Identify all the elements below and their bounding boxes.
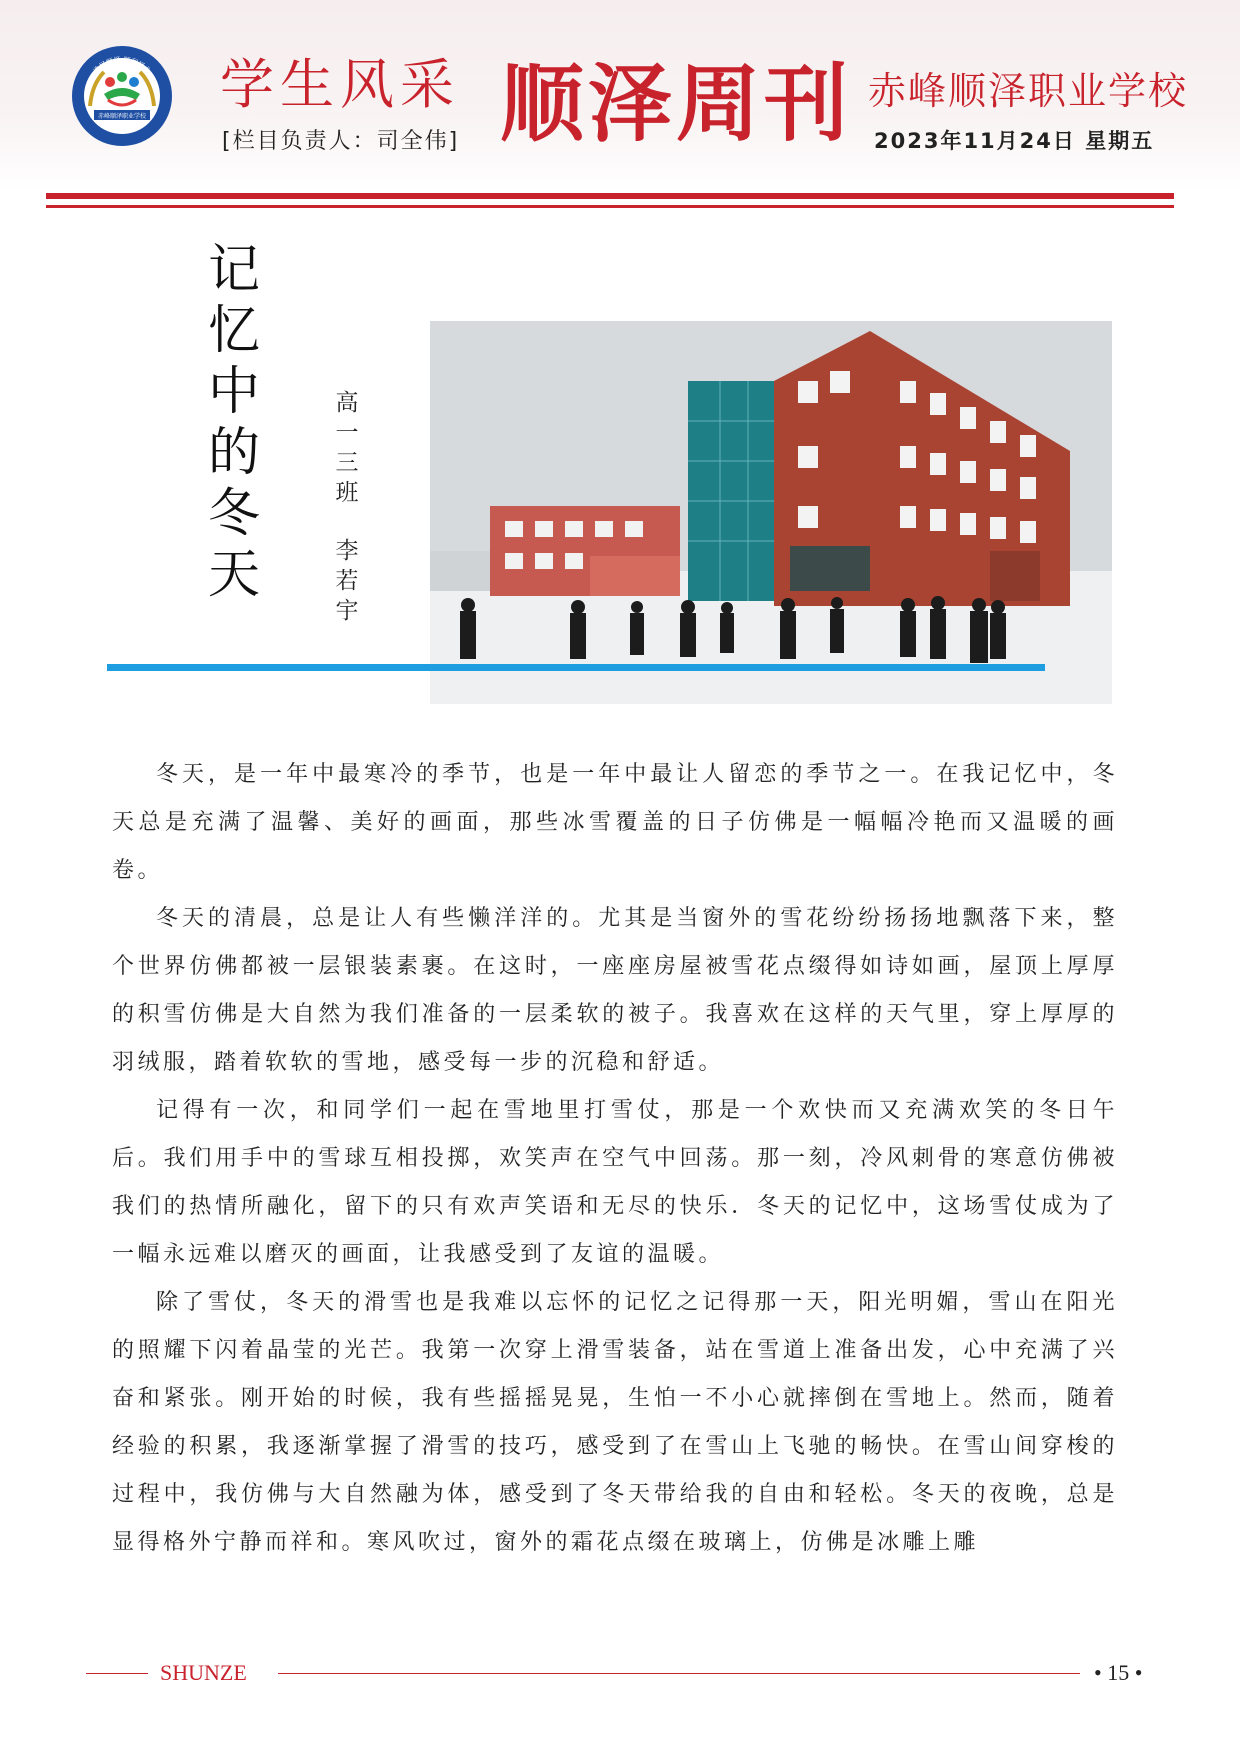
paragraph: 冬天的清晨，总是让人有些懒洋洋的。尤其是当窗外的雪花纷纷扬扬地飘落下来，整个世界仿佛都被一层银装素裹。在这时，一座座房屋被雪花点缀得如诗如画，屋顶上厚厚的积雪仿佛是大自然为我们准备的一层柔软的被子。我喜欢在这样的天气里，穿上厚厚的羽绒服，踏着软软的雪地，感受每一步的沉稳和舒适。 bbox=[112, 906, 1118, 1075]
header-rule-thin bbox=[46, 205, 1174, 208]
magazine-title: 顺泽周刊 bbox=[500, 55, 853, 153]
footer-rule-left bbox=[86, 1673, 148, 1674]
byline-author: 李若宇 bbox=[335, 538, 359, 624]
paragraph: 除了雪仗，冬天的滑雪也是我难以忘怀的记忆之记得那一天，阳光明媚，雪山在阳光的照耀下闪着晶莹的光芒。我第一次穿上滑雪装备，站在雪道上准备出发，心中充满了兴奋和紧张。刚开始的时候，我有些摇摇晃晃，生怕一不小心就摔倒在雪地上。然而，随着经验的积累，我逐渐掌握了滑雪的技巧，感受到了在雪山上飞驰的畅快。在雪山间穿梭的过程中，我仿佛与大自然融为体，感受到了冬天带给我的自由和轻松。冬天的夜晚，总是显得格外宁静而祥和。寒风吹过，窗外的霜花点缀在玻璃上，仿佛是冰雕上雕 bbox=[112, 1290, 1118, 1555]
title-accent-line bbox=[107, 664, 1045, 671]
snowy-campus-photo bbox=[430, 321, 1112, 704]
footer-rule-right bbox=[278, 1673, 1080, 1674]
article-body bbox=[112, 751, 1118, 1567]
school-name: 赤峰顺泽职业学校 bbox=[868, 69, 1189, 113]
paragraph: 冬天，是一年中最寒冷的季节，也是一年中最让人留恋的季节之一。在我记忆中，冬天总是充满了温馨、美好的画面，那些冰雪覆盖的日子仿佛是一幅幅冷艳而又温暖的画卷。 bbox=[112, 762, 1118, 883]
issue-date: 2023年11月24日 星期五 bbox=[874, 129, 1155, 153]
byline-class: 高一三班 bbox=[335, 390, 359, 506]
article-title: 记忆中的冬天 bbox=[207, 240, 260, 605]
column-editor: [栏目负责人：司全伟] bbox=[222, 129, 460, 154]
school-logo bbox=[70, 44, 174, 148]
header-rule-thick bbox=[46, 193, 1174, 199]
column-title: 学生风采 bbox=[220, 53, 460, 116]
footer-brand: SHUNZE bbox=[160, 1660, 247, 1685]
logo-arc-text: 选择顺泽 顺利择业 bbox=[92, 55, 152, 76]
page-number: • 15 • bbox=[1094, 1660, 1143, 1685]
paragraph: 记得有一次，和同学们一起在雪地里打雪仗，那是一个欢快而又充满欢笑的冬日午后。我们用手中的雪球互相投掷，欢笑声在空气中回荡。那一刻，冷风刺骨的寒意仿佛被我们的热情所融化，留下的只有欢声笑语和无尽的快乐．冬天的记忆中，这场雪仗成为了一幅永远难以磨灭的画面，让我感受到了友谊的温暖。 bbox=[112, 1098, 1118, 1267]
byline bbox=[332, 388, 362, 626]
logo-banner-text: 赤峰顺泽职业学校 bbox=[97, 113, 147, 120]
